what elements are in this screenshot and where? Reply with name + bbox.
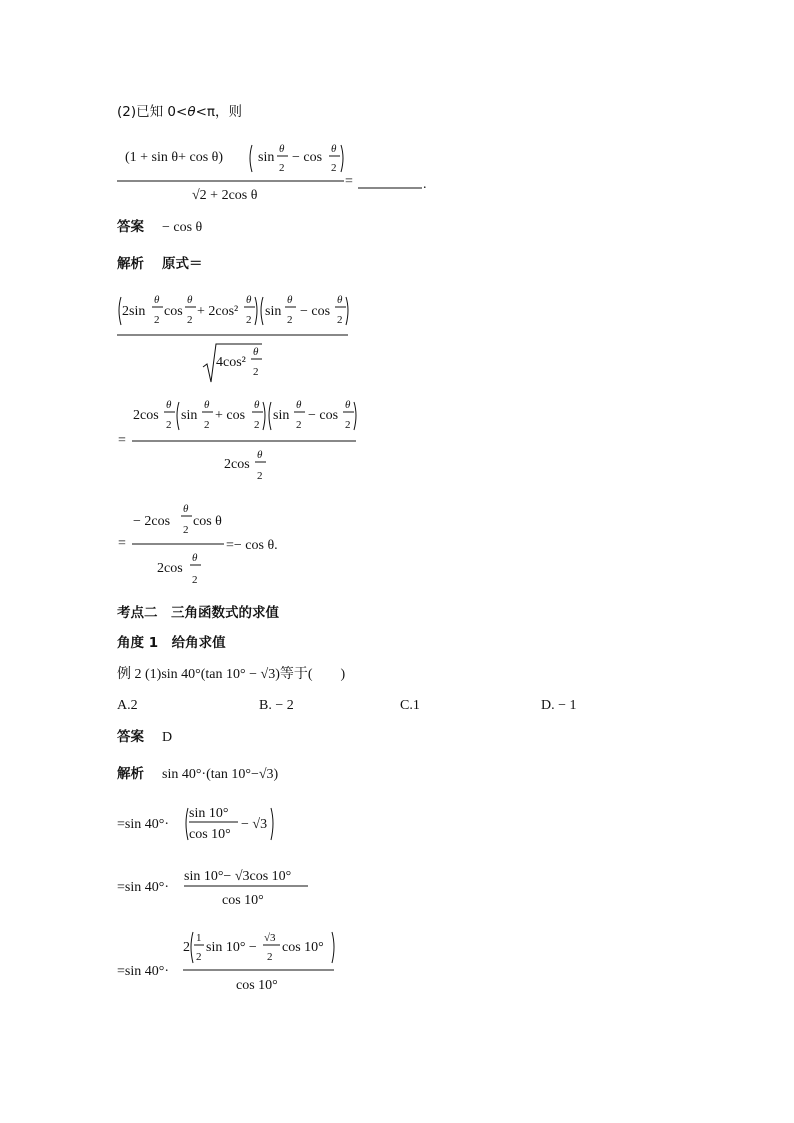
svg-text:2: 2 <box>192 574 198 586</box>
svg-text:=: = <box>345 174 353 189</box>
analysis-line-2: 解析 sin 40°·(tan 10°−√3) <box>117 766 279 782</box>
svg-text:2: 2 <box>296 419 302 431</box>
svg-text:=sin 40°·: =sin 40°· <box>117 964 169 979</box>
svg-text:2: 2 <box>204 419 210 431</box>
svg-text:√3: √3 <box>264 932 276 944</box>
angle-heading: 角度 1 给角求值 <box>117 635 226 651</box>
svg-text:− √3: − √3 <box>241 817 268 832</box>
svg-text:2: 2 <box>183 524 189 536</box>
svg-text:cos: cos <box>164 304 183 319</box>
svg-text:2: 2 <box>154 314 160 326</box>
svg-text:θ: θ <box>257 449 263 461</box>
svg-text:sin: sin <box>181 408 198 423</box>
svg-text:θ: θ <box>192 552 198 564</box>
svg-text:4cos²: 4cos² <box>216 355 246 370</box>
question-2-intro: (2)已知 0<θ<π，则 <box>117 104 243 120</box>
svg-text:2: 2 <box>196 951 202 963</box>
svg-text:θ: θ <box>279 143 285 155</box>
svg-text:2: 2 <box>187 314 193 326</box>
svg-text:2: 2 <box>166 419 172 431</box>
svg-text:− cos: − cos <box>308 408 339 423</box>
svg-text:=− cos θ.: =− cos θ. <box>226 538 278 553</box>
svg-text:.: . <box>423 177 427 192</box>
svg-text:2cos: 2cos <box>157 561 183 576</box>
svg-text:2: 2 <box>254 419 260 431</box>
svg-text:θ: θ <box>246 294 252 306</box>
svg-text:sin 10° −: sin 10° − <box>206 940 257 955</box>
svg-text:cos θ: cos θ <box>193 514 222 529</box>
svg-text:=: = <box>118 536 126 551</box>
svg-text:cos 10°: cos 10° <box>222 893 264 908</box>
svg-text:cos 10°: cos 10° <box>236 978 278 993</box>
svg-text:2cos: 2cos <box>224 457 250 472</box>
answer-line-1: 答案 − cos θ <box>117 219 203 235</box>
answer-line-2: 答案 D <box>117 729 173 745</box>
example-2-question: 例 2 (1)sin 40°(tan 10° − √3)等于( ) <box>117 667 346 682</box>
svg-text:2: 2 <box>267 951 273 963</box>
svg-text:θ: θ <box>204 399 210 411</box>
svg-text:sin: sin <box>258 150 275 165</box>
svg-text:θ: θ <box>331 143 337 155</box>
denominator: √2 + 2cos θ <box>192 188 258 203</box>
numerator-left: (1 + sin θ+ cos θ) <box>125 150 224 165</box>
svg-text:θ: θ <box>154 294 160 306</box>
svg-text:θ: θ <box>187 294 193 306</box>
section-heading: 考点二 三角函数式的求值 <box>117 605 279 621</box>
svg-text:sin 10°: sin 10° <box>189 806 229 821</box>
svg-text:=: = <box>118 433 126 448</box>
svg-text:cos 10°: cos 10° <box>282 940 324 955</box>
svg-text:1: 1 <box>196 932 202 944</box>
option-d: D. − 1 <box>541 698 577 713</box>
svg-text:2: 2 <box>345 419 351 431</box>
svg-text:=sin 40°·: =sin 40°· <box>117 880 169 895</box>
svg-text:2: 2 <box>279 162 285 174</box>
svg-text:θ: θ <box>166 399 172 411</box>
svg-text:2: 2 <box>337 314 343 326</box>
svg-text:θ: θ <box>345 399 351 411</box>
option-c: C.1 <box>400 698 420 713</box>
svg-text:θ: θ <box>287 294 293 306</box>
option-a: A.2 <box>117 698 138 713</box>
svg-text:2: 2 <box>331 162 337 174</box>
svg-text:sin 10°− √3cos 10°: sin 10°− √3cos 10° <box>184 869 292 884</box>
svg-text:θ: θ <box>253 346 259 358</box>
svg-text:2: 2 <box>287 314 293 326</box>
svg-text:2: 2 <box>257 470 263 482</box>
svg-text:− cos: − cos <box>292 150 323 165</box>
svg-text:θ: θ <box>337 294 343 306</box>
svg-text:=sin 40°·: =sin 40°· <box>117 817 169 832</box>
svg-text:2cos: 2cos <box>133 408 159 423</box>
svg-text:− 2cos: − 2cos <box>133 514 171 529</box>
svg-text:θ: θ <box>296 399 302 411</box>
svg-text:+ 2cos²: + 2cos² <box>197 304 239 319</box>
svg-text:cos 10°: cos 10° <box>189 827 231 842</box>
option-b: B. − 2 <box>259 698 294 713</box>
svg-text:sin: sin <box>265 304 282 319</box>
svg-text:sin: sin <box>273 408 290 423</box>
svg-text:2: 2 <box>246 314 252 326</box>
svg-text:θ: θ <box>183 503 189 515</box>
svg-text:− cos: − cos <box>300 304 331 319</box>
svg-text:+ cos: + cos <box>215 408 246 423</box>
svg-text:2: 2 <box>253 366 259 378</box>
svg-text:2: 2 <box>183 940 190 955</box>
svg-text:2sin: 2sin <box>122 304 146 319</box>
svg-text:θ: θ <box>254 399 260 411</box>
analysis-line-1: 解析 原式＝ <box>117 256 203 272</box>
